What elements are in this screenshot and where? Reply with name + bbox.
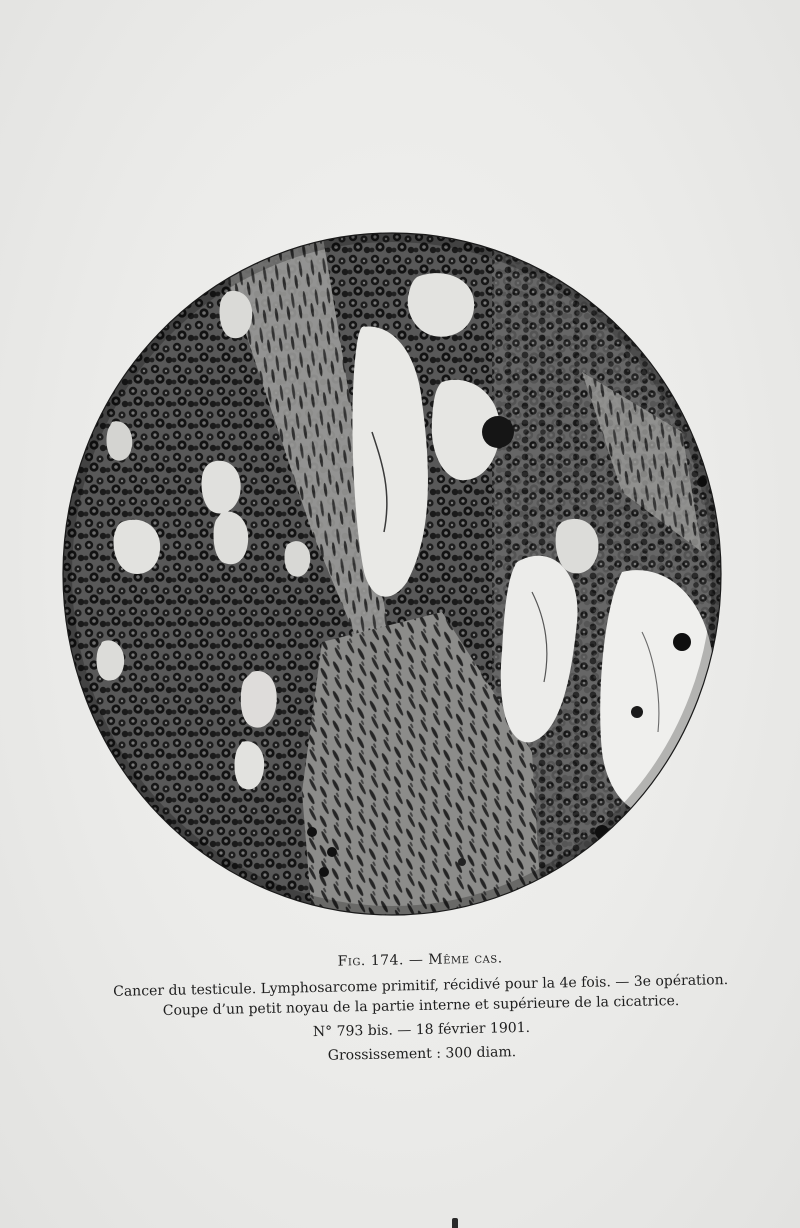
caption-line-diagnosis: Cancer du testicule. Lymphosarcome primitif, récidivé pour la 4e fois. — 3e opération. [113, 972, 729, 1000]
caption-line-section: Coupe d’un petit noyau de la partie interne et supérieure de la cicatrice. [162, 993, 680, 1019]
micrograph-plate [62, 232, 722, 916]
caption-line-magnification: Grossissement : 300 diam. [327, 1044, 517, 1064]
page-mark [452, 1218, 458, 1228]
figure-caption [100, 946, 742, 1070]
figure-title: Fig. 174. — Même cas. [337, 950, 503, 970]
caption-line-specimen: N° 793 bis. — 18 février 1901. [312, 1019, 531, 1041]
micrograph-image [62, 232, 722, 916]
